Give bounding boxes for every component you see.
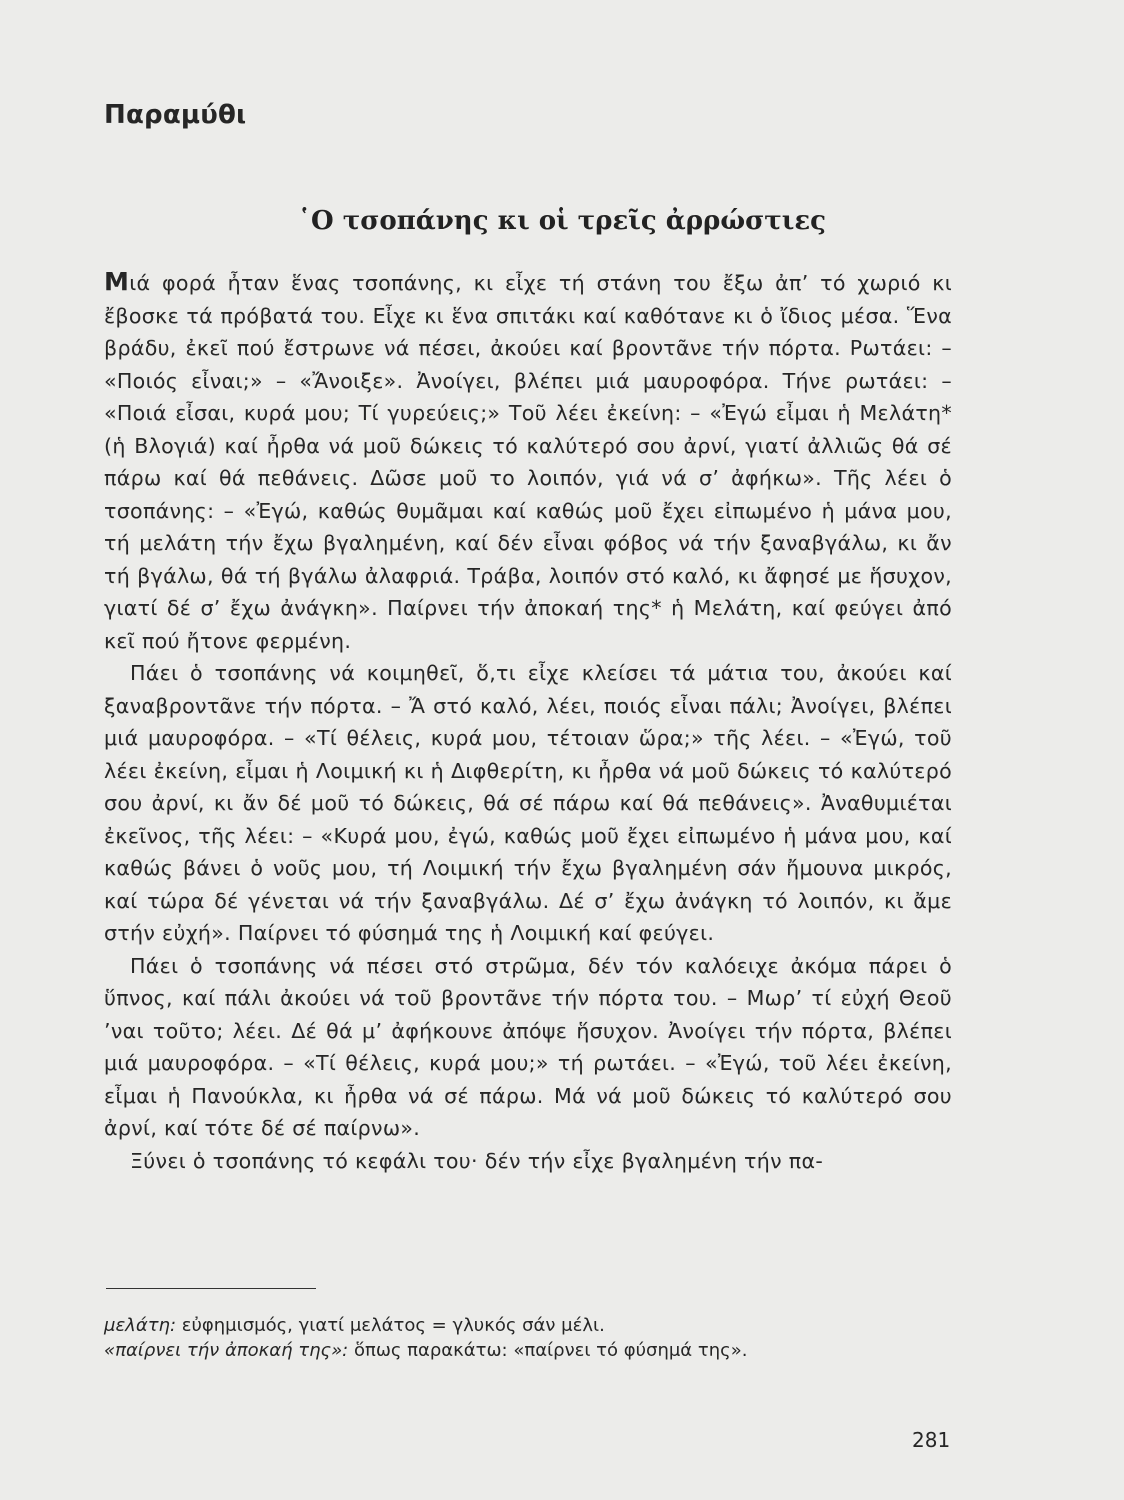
paragraph: Ξύνει ὁ τσοπάνης τό κεφάλι του· δέν τήν εἶχε βγαλημένη τήν πα- <box>130 1148 824 1173</box>
footnote-divider <box>106 1288 316 1289</box>
section-label: Παραμύθι <box>104 100 247 130</box>
footnote <box>104 1338 964 1363</box>
story-body <box>104 266 952 1177</box>
drop-cap: Μ <box>104 267 130 296</box>
footnote-text: εὐφημισμός, γιατί μελάτος = γλυκός σάν μέλι. <box>176 1315 605 1336</box>
story-title: ῾Ο τσοπάνης κι οἱ τρεῖς ἀρρώστιες <box>298 206 826 236</box>
paragraph <box>104 266 952 657</box>
footnote-text: ὅπως παρακάτω: «παίρνει τό φύσημά της». <box>348 1340 748 1361</box>
footnote-term: μελάτη: <box>104 1315 177 1336</box>
paragraph: Πάει ὁ τσοπάνης νά κοιμηθεῖ, ὅ,τι εἶχε κλείσει τά μάτια του, ἀκούει καί ξαναβροντᾶνε τήν πόρτα. – Ἄ στό καλό, λέει, ποιός εἶναι πάλι; Ἀνοίγει, βλέπει μιά μαυροφόρα. – «Τί θέλεις, κυρά μου, τέτοιαν ὥρα;» τῆς λέει. – «Ἐγώ, τοῦ λέει ἐκείνη, εἶμαι ἡ Λοιμική κι ἡ Διφθερίτη, κι ἦρθα νά μοῦ δώκεις τό καλύτερό σου ἀρνί, κι ἄν δέ μοῦ τό δώκεις, θά σέ πάρω καί θά πεθάνεις». Ἀναθυμιέται ἐκεῖνος, τῆς λέει: – «Κυρά μου, ἐγώ, καθώς μοῦ ἔχει εἰπωμένο ἡ μάνα μου, καί καθώς βάνει ὁ νοῦς μου, τή Λοιμική τήν ἔχω βγαλημένη σάν ἤμουνα μικρός, καί τώρα δέ γένεται νά τήν ξαναβγάλω. Δέ σ’ ἔχω ἀνάγκη τό λοιπόν, κι ἄμε στήν εὐχή». Παίρνει τό φύσημά της ἡ Λοιμική καί φεύγει. <box>104 661 952 945</box>
footnotes <box>104 1313 964 1363</box>
page-number: 281 <box>912 1428 951 1452</box>
footnote-term: «παίρνει τήν ἀποκαή της»: <box>104 1340 349 1361</box>
footnote <box>104 1313 964 1338</box>
paragraph-text: ιά φορά ἦταν ἕνας τσοπάνης, κι εἶχε τή στάνη του ἔξω ἀπ’ τό χωριό κι ἔβοσκε τά πρόβατά του. Εἶχε κι ἕνα σπιτάκι καί καθότανε κι ὁ ἴδιος μέσα. Ἕνα βράδυ, ἐκεῖ πού ἔστρωνε νά πέσει, ἀκούει καί βροντᾶνε τήν πόρτα. Ρωτάει: – «Ποιός εἶναι;» – «Ἄνοιξε». Ἀνοίγει, βλέπει μιά μαυροφόρα. Τήνε ρωτάει: – «Ποιά εἶσαι, κυρά μου; Τί γυρεύεις;» Τοῦ λέει ἐκείνη: – «Ἐγώ εἶμαι ἡ Μελάτη* (ἡ Βλογιά) καί ἦρθα νά μοῦ δώκεις τό καλύτερό σου ἀρνί, γιατί ἀλλιῶς θά σέ πάρω καί θά πεθάνεις. Δῶσε μοῦ το λοιπόν, γιά νά σ’ ἀφήκω». Τῆς λέει ὁ τσοπάνης: – «Ἐγώ, καθώς θυμᾶμαι καί καθώς μοῦ ἔχει εἰπωμένο ἡ μάνα μου, τή μελάτη τήν ἔχω βγαλημένη, καί δέν εἶναι φόβος νά τήν ξαναβγάλω, κι ἄν τή βγάλω, θά τή βγάλω ἀλαφριά. Τράβα, λοιπόν στό καλό, κι ἄφησέ με ἥσυχον, γιατί δέ σ’ ἔχω ἀνάγκη». Παίρνει τήν ἀποκαή της* ἡ Μελάτη, καί φεύγει ἀπό κεῖ πού ἤτονε φερμένη. <box>104 271 952 653</box>
paragraph: Πάει ὁ τσοπάνης νά πέσει στό στρῶμα, δέν τόν καλόειχε ἀκόμα πάρει ὁ ὕπνος, καί πάλι ἀκούει νά τοῦ βροντᾶνε τήν πόρτα του. – Μωρ’ τί εὐχή Θεοῦ ’ναι τοῦτο; λέει. Δέ θά μ’ ἀφήκουνε ἀπόψε ἥσυχον. Ἀνοίγει τήν πόρτα, βλέπει μιά μαυροφόρα. – «Τί θέλεις, κυρά μου;» τή ρωτάει. – «Ἐγώ, τοῦ λέει ἐκείνη, εἶμαι ἡ Πανούκλα, κι ἦρθα νά σέ πάρω. Μά νά μοῦ δώκεις τό καλύτερό σου ἀρνί, καί τότε δέ σέ παίρνω». <box>104 953 952 1140</box>
